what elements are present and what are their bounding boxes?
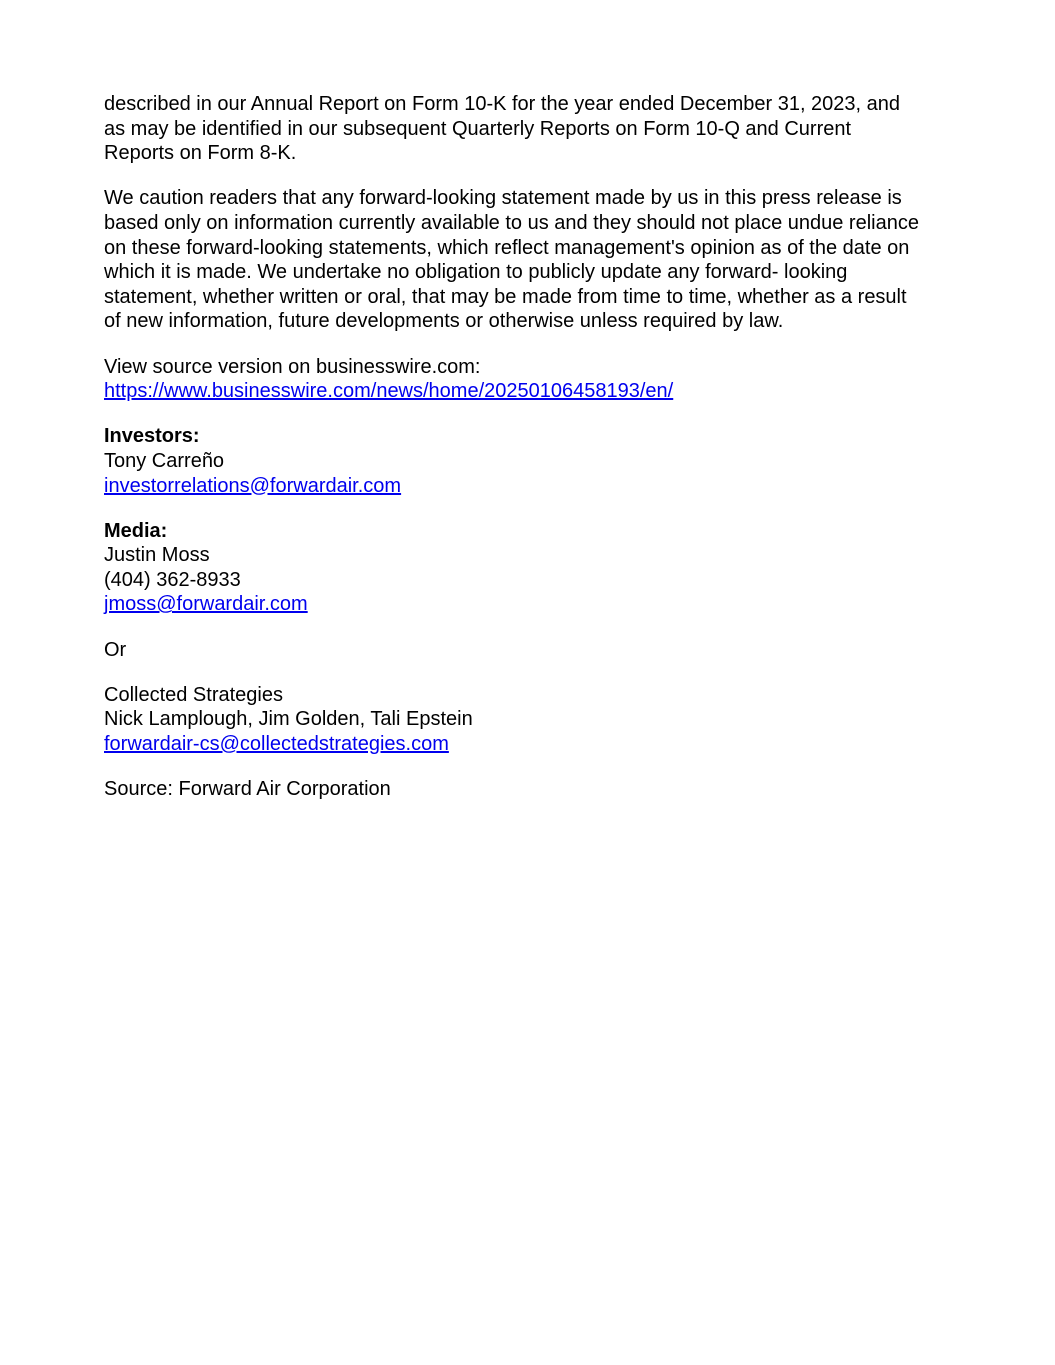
- source-version-block: [104, 355, 954, 404]
- risk-factors-paragraph: [104, 92, 954, 166]
- paragraph-line: based only on information currently available to us and they should not place undue reliance: [104, 211, 919, 234]
- agency-people: Nick Lamplough, Jim Golden, Tali Epstein: [104, 708, 473, 731]
- media-heading: Media:: [104, 519, 168, 542]
- media-contact-phone: (404) 362-8933: [104, 568, 241, 591]
- source-line: Source: Forward Air Corporation: [104, 778, 391, 801]
- paragraph-line: of new information, future developments or otherwise unless required by law.: [104, 310, 784, 333]
- source-version-label: View source version on businesswire.com:: [104, 355, 481, 378]
- paragraph-line: which it is made. We undertake no obligation to publicly update any forward- looking: [104, 261, 848, 284]
- source-line-block: [104, 777, 954, 802]
- paragraph-line: We caution readers that any forward-looking statement made by us in this press release is: [104, 187, 902, 210]
- paragraph-line: Reports on Form 8-K.: [104, 142, 297, 165]
- paragraph-line: statement, whether written or oral, that may be made from time to time, whether as a result: [104, 285, 907, 308]
- paragraph-line: on these forward-looking statements, which reflect management's opinion as of the date on: [104, 236, 910, 259]
- or-text: Or: [104, 638, 127, 661]
- agency-contact-block: [104, 683, 954, 757]
- agency-name: Collected Strategies: [104, 683, 283, 706]
- media-contact-block: [104, 519, 954, 617]
- source-version-link[interactable]: https://www.businesswire.com/news/home/20250106458193/en/: [104, 380, 674, 403]
- investors-contact-block: [104, 424, 954, 498]
- investors-heading: Investors:: [104, 425, 200, 448]
- investors-contact-name: Tony Carreño: [104, 449, 225, 472]
- document-body: [104, 92, 954, 822]
- paragraph-line: described in our Annual Report on Form 10-K for the year ended December 31, 2023, and: [104, 93, 901, 115]
- media-contact-name: Justin Moss: [104, 544, 210, 567]
- paragraph-line: as may be identified in our subsequent Quarterly Reports on Form 10-Q and Current: [104, 117, 852, 140]
- or-separator: [104, 638, 954, 663]
- caution-paragraph: [104, 186, 954, 334]
- investors-email-link[interactable]: investorrelations@forwardair.com: [104, 474, 402, 497]
- agency-email-link[interactable]: forwardair-cs@collectedstrategies.com: [104, 733, 449, 756]
- media-email-link[interactable]: jmoss@forwardair.com: [104, 593, 308, 616]
